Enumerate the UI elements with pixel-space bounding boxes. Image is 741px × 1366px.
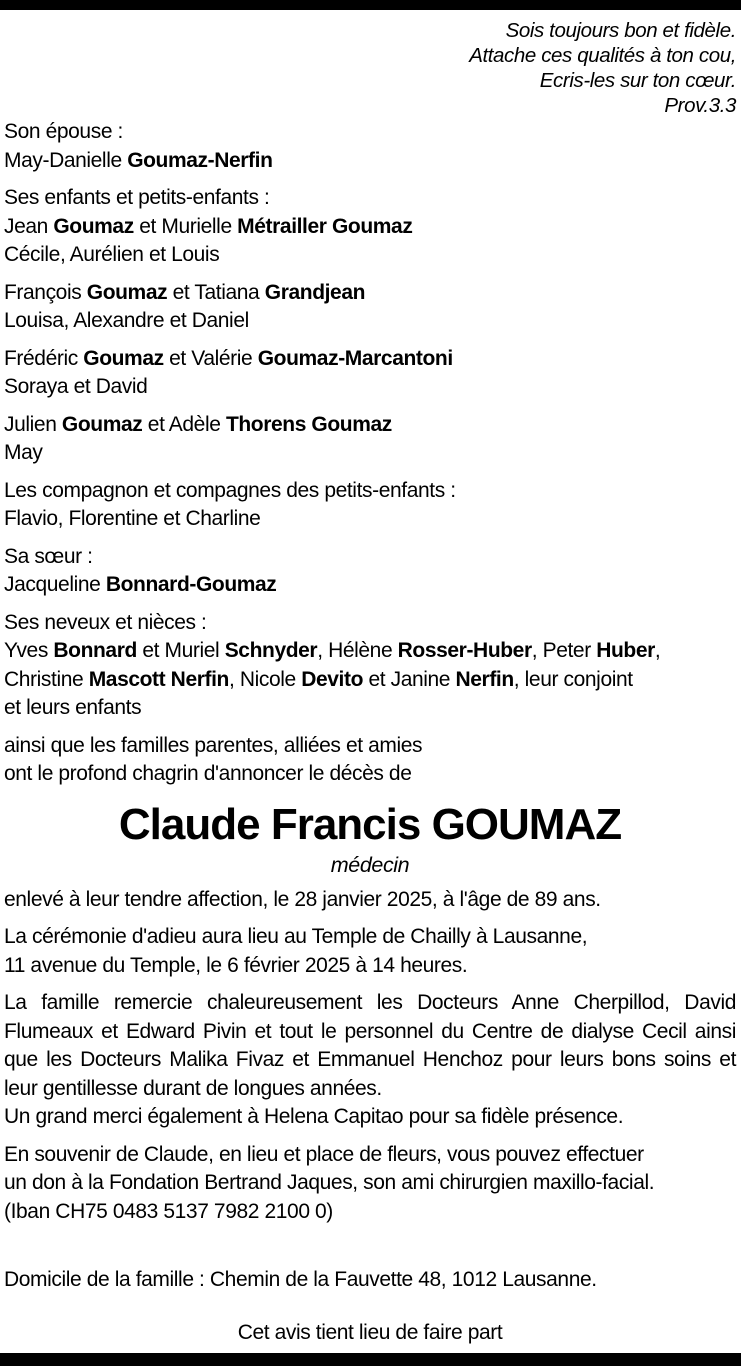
thanks-paragraph: La famille remercie chaleureusement les Docteurs Anne Cherpillod, David Flumeaux et Edward Pivin et tout le personnel du Centre de dialyse Cecil ainsi que les Docteurs Malika Fivaz et Emmanuel Henchoz pour leurs bons soins et leur gentillesse durant de longues années. [4, 991, 736, 1100]
relation-grandchildren: Soraya et David [4, 375, 148, 398]
section-nephews-nieces [4, 609, 736, 723]
footer-note: Cet avis tient lieu de faire part [237, 1320, 503, 1344]
relation-heading: Les compagnon et compagnes des petits-enfants : [4, 478, 456, 502]
top-border-bar [0, 0, 741, 10]
relation-name: François Goumaz et Tatiana Grandjean [4, 280, 366, 304]
relation-name: Frédéric Goumaz et Valérie Goumaz-Marcantoni [4, 346, 453, 370]
relation-name: May-Danielle Goumaz-Nerfin [4, 148, 273, 172]
section-families-closing [4, 732, 736, 789]
relation-grandchildren: Louisa, Alexandre et Daniel [4, 309, 249, 332]
section-companions [4, 477, 736, 534]
thanks-helper-line: Un grand merci également à Helena Capitao pour sa fidèle présence. [4, 1105, 624, 1128]
relation-name: Jacqueline Bonnard-Goumaz [4, 573, 277, 596]
section-children-francois [4, 279, 736, 336]
section-donation [4, 1141, 736, 1227]
donation-line: En souvenir de Claude, en lieu et place de fleurs, vous pouvez effectuer [4, 1142, 644, 1166]
relation-name: Julien Goumaz et Adèle Thorens Goumaz [4, 412, 392, 436]
closing-line: ainsi que les familles parentes, alliées et amies [4, 733, 423, 757]
section-spouse [4, 118, 736, 175]
ceremony-line: 11 avenue du Temple, le 6 février 2025 à 14 heures. [4, 953, 468, 977]
deceased-block [4, 798, 736, 878]
epigraph-line-1: Sois toujours bon et fidèle. [505, 19, 736, 42]
donation-line: un don à la Fondation Bertrand Jaques, son ami chirurgien maxillo-facial. [4, 1171, 655, 1194]
epigraph-line-2: Attache ces qualités à ton cou, [469, 44, 736, 67]
relation-heading: Ses neveux et nièces : [4, 610, 207, 634]
relation-grandchildren: May [4, 441, 43, 464]
relation-names: Yves Bonnard et Muriel Schnyder, Hélène Rosser-Huber, Peter Huber, [4, 639, 661, 662]
relation-heading: Ses enfants et petits-enfants : [4, 186, 270, 209]
death-announcement-line: enlevé à leur tendre affection, le 28 janvier 2025, à l'âge de 89 ans. [4, 887, 601, 911]
deceased-name: Claude Francis GOUMAZ [118, 799, 622, 849]
donation-iban: (Iban CH75 0483 5137 7982 2100 0) [4, 1199, 333, 1223]
deceased-profession: médecin [330, 852, 410, 877]
closing-line: ont le profond chagrin d'annoncer le décès de [4, 762, 412, 785]
section-thanks [4, 989, 736, 1132]
section-children-jean [4, 184, 736, 270]
bottom-border-bar [0, 1353, 741, 1366]
family-address: Domicile de la famille : Chemin de la Fauvette 48, 1012 Lausanne. [4, 1268, 597, 1291]
epigraph-quote [4, 18, 736, 118]
section-ceremony [4, 923, 736, 980]
relation-name: Flavio, Florentine et Charline [4, 507, 261, 530]
relation-grandchildren: Cécile, Aurélien et Louis [4, 243, 220, 266]
relation-names: et leurs enfants [4, 696, 142, 719]
epigraph-source: Prov.3.3 [664, 94, 736, 117]
relation-names: Christine Mascott Nerfin, Nicole Devito et Janine Nerfin, leur conjoint [4, 667, 633, 691]
section-children-julien [4, 411, 736, 468]
notice-content [4, 10, 736, 1347]
section-sister [4, 543, 736, 600]
section-children-frederic [4, 345, 736, 402]
epigraph-line-3: Ecris-les sur ton cœur. [539, 69, 736, 92]
ceremony-line: La cérémonie d'adieu aura lieu au Temple de Chailly à Lausanne, [4, 925, 588, 948]
relation-name: Jean Goumaz et Murielle Métrailler Goumaz [4, 214, 413, 238]
relation-heading: Son épouse : [4, 120, 123, 143]
relation-heading: Sa sœur : [4, 544, 93, 568]
